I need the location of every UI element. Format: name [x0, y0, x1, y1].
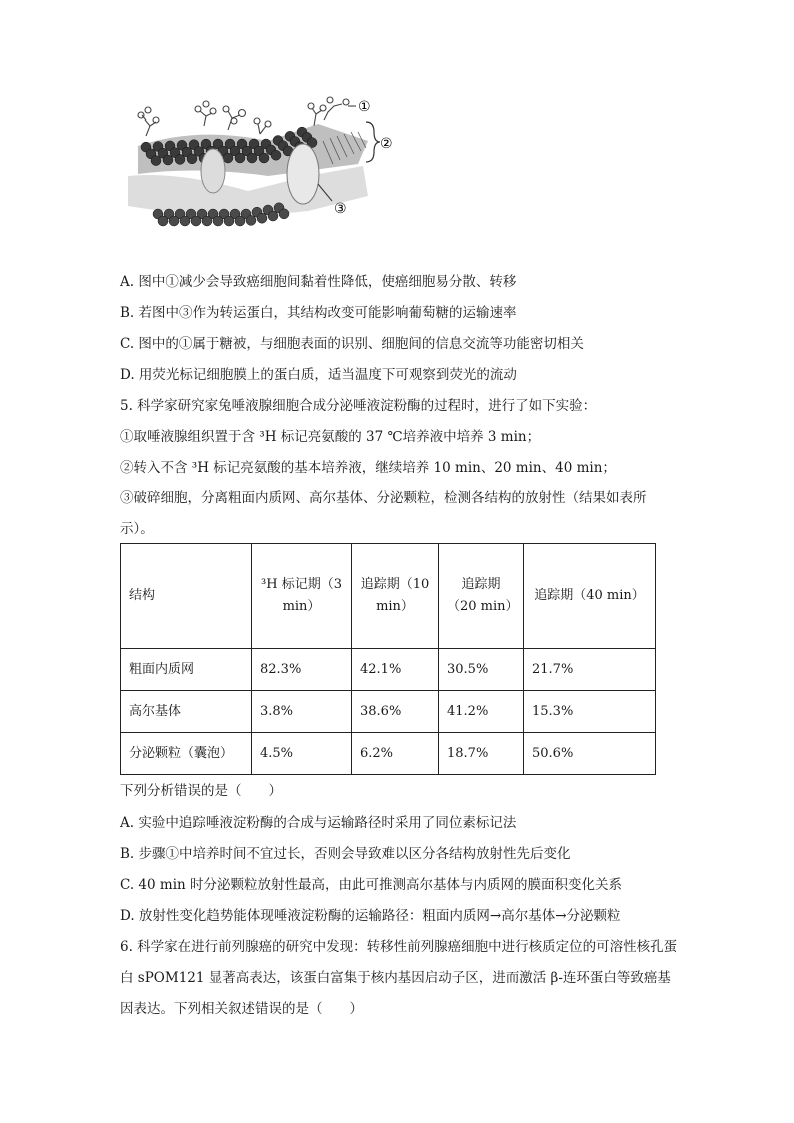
q5-stem: 5. 科学家研究家兔唾液腺细胞合成分泌唾液淀粉酶的过程时，进行了如下实验：	[120, 398, 597, 414]
q5-option-b: B. 步骤①中培养时间不宜过长，否则会导致难以区分各结构放射性先后变化	[120, 846, 571, 862]
q5-step-1: ①取唾液腺组织置于含 ³H 标记亮氨酸的 37 ℃培养液中培养 3 min；	[120, 429, 541, 445]
q5-step-3: ③破碎细胞，分离粗面内质网、高尔基体、分泌颗粒，检测各结构的放射性（结果如表所示）。	[120, 490, 647, 537]
q4-option-a: A. 图中①减少会导致癌细胞间黏着性降低，使癌细胞易分散、转移	[120, 274, 517, 290]
table-cell: 6.2%	[352, 733, 439, 775]
table-row	[121, 649, 656, 691]
q5-question: 下列分析错误的是（ ）	[120, 783, 282, 799]
table-cell: 18.7%	[439, 733, 524, 775]
table-cell: 高尔基体	[121, 691, 252, 733]
q5-option-d: D. 放射性变化趋势能体现唾液淀粉酶的运输路径：粗面内质网→高尔基体→分泌颗粒	[120, 908, 621, 924]
table-cell: 42.1%	[352, 649, 439, 691]
cell-membrane-diagram	[118, 96, 398, 256]
table-cell: 15.3%	[524, 691, 656, 733]
table-cell: 50.6%	[524, 733, 656, 775]
table-cell: 41.2%	[439, 691, 524, 733]
table-row	[121, 691, 656, 733]
header-chase-20min: 追踪期（20 min）	[439, 544, 524, 649]
table-cell: 38.6%	[352, 691, 439, 733]
label-2: ②	[380, 136, 393, 152]
header-structure: 结构	[121, 544, 252, 649]
label-3: ③	[334, 201, 347, 217]
table-cell: 30.5%	[439, 649, 524, 691]
q5-option-a: A. 实验中追踪唾液淀粉酶的合成与运输路径时采用了同位素标记法	[120, 815, 517, 831]
table-cell: 21.7%	[524, 649, 656, 691]
table-cell: 4.5%	[252, 733, 352, 775]
q4-option-c: C. 图中的①属于糖被，与细胞表面的识别、细胞间的信息交流等功能密切相关	[120, 336, 584, 352]
q5-step-2: ②转入不含 ³H 标记亮氨酸的基本培养液，继续培养 10 min、20 min、40 min；	[120, 460, 616, 476]
q5-option-c: C. 40 min 时分泌颗粒放射性最高，由此可推测高尔基体与内质网的膜面积变化关系	[120, 877, 623, 893]
q4-option-b: B. 若图中③作为转运蛋白，其结构改变可能影响葡萄糖的运输速率	[120, 305, 517, 321]
q6-stem: 6. 科学家在进行前列腺癌的研究中发现：转移性前列腺癌细胞中进行核质定位的可溶性核孔蛋白 sPOM121 显著高表达，该蛋白富集于核内基因启动子区，进而激活 β-连环蛋白等致癌基因表达。下列相关叙述错误的是（ ）	[120, 939, 678, 1017]
transmembrane-protein	[287, 144, 319, 204]
header-chase-10min: 追踪期（10 min）	[352, 544, 439, 649]
table-cell: 分泌颗粒（囊泡）	[121, 733, 252, 775]
cell-membrane-figure	[118, 96, 398, 256]
table-row	[121, 733, 656, 775]
label-1: ①	[358, 99, 371, 115]
table-cell: 3.8%	[252, 691, 352, 733]
table-cell: 82.3%	[252, 649, 352, 691]
results-table	[120, 543, 656, 775]
table-header-row	[121, 544, 656, 649]
header-label-3min: ³H 标记期（3 min）	[252, 544, 352, 649]
table-cell: 粗面内质网	[121, 649, 252, 691]
q4-option-d: D. 用荧光标记细胞膜上的蛋白质，适当温度下可观察到荧光的流动	[120, 367, 517, 383]
header-chase-40min: 追踪期（40 min）	[524, 544, 656, 649]
